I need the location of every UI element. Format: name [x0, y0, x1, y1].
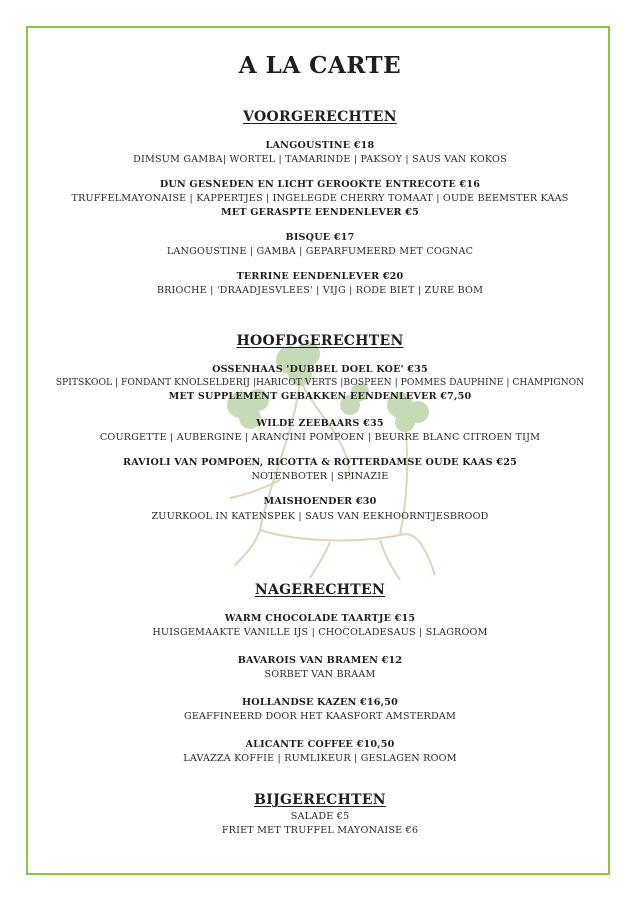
dish-description: LANGOUSTINE | GAMBA | GEPARFUMEERD MET COGNAC	[166, 246, 474, 257]
dish-description: SORBET VAN BRAAM	[264, 669, 376, 680]
dish-name: TERRINE EENDENLEVER €20	[236, 271, 404, 282]
dish-supplement: MET SUPPLEMENT GEBAKKEN EENDENLEVER €7,50	[168, 391, 472, 402]
dish-description: ZUURKOOL IN KATENSPEK | SAUS VAN EEKHOORNTJESBROOD	[151, 511, 489, 522]
section-heading-nagerechten: NAGERECHTEN	[254, 582, 386, 598]
section-heading-bijgerechten: BIJGERECHTEN	[254, 792, 386, 808]
dish-name: RAVIOLI VAN POMPOEN, RICOTTA & ROTTERDAMSE OUDE KAAS €25	[123, 457, 517, 468]
page-title: A LA CARTE	[238, 52, 402, 79]
dish-name: OSSENHAAS 'DUBBEL DOEL KOE' €35	[212, 364, 428, 375]
dish-name: MAISHOENDER €30	[263, 496, 377, 507]
section-heading-voorgerechten: VOORGERECHTEN	[243, 109, 397, 125]
dish-name: HOLLANDSE KAZEN €16,50	[242, 697, 398, 708]
dish-supplement: MET GERASPTE EENDENLEVER €5	[221, 207, 419, 218]
dish-name: ALICANTE COFFEE €10,50	[245, 739, 395, 750]
dish-description: NOTENBOTER | SPINAZIE	[251, 471, 389, 482]
dish-description: LAVAZZA KOFFIE | RUMLIKEUR | GESLAGEN ROOM	[183, 753, 457, 764]
side-dish: SALADE €5	[290, 811, 350, 822]
dish-description: HUISGEMAAKTE VANILLE IJS | CHOCOLADESAUS | SLAGROOM	[152, 627, 488, 638]
dish-name: BISQUE €17	[285, 232, 355, 243]
section-heading-hoofdgerechten: HOOFDGERECHTEN	[236, 333, 404, 349]
dish-description: DIMSUM GAMBA| WORTEL | TAMARINDE | PAKSOY | SAUS VAN KOKOS	[133, 154, 507, 165]
dish-description: SPITSKOOL | FONDANT KNOLSELDERIJ |HARICOT VERTS |BOSPEEN | POMMES DAUPHINE | CHAMPIGNON	[55, 377, 585, 388]
dish-description: GEAFFINEERD DOOR HET KAASFORT AMSTERDAM	[183, 711, 456, 722]
dish-description: TRUFFELMAYONAISE | KAPPERTJES | INGELEGDE CHERRY TOMAAT | OUDE BEEMSTER KAAS	[71, 193, 569, 204]
dish-name: WARM CHOCOLADE TAARTJE €15	[224, 613, 416, 624]
dish-name: DUN GESNEDEN EN LICHT GEROOKTE ENTRECOTE €16	[159, 179, 481, 190]
dish-description: BRIOCHE | 'DRAADJESVLEES' | VIJG | RODE BIET | ZURE BOM	[156, 285, 484, 296]
dish-name: WILDE ZEEBAARS €35	[256, 418, 384, 429]
dish-name: BAVAROIS VAN BRAMEN €12	[237, 655, 403, 666]
dish-description: COURGETTE | AUBERGINE | ARANCINI POMPOEN | BEURRE BLANC CITROEN TIJM	[99, 432, 541, 443]
dish-name: LANGOUSTINE €18	[265, 140, 375, 151]
side-dish: FRIET MET TRUFFEL MAYONAISE €6	[221, 825, 419, 836]
